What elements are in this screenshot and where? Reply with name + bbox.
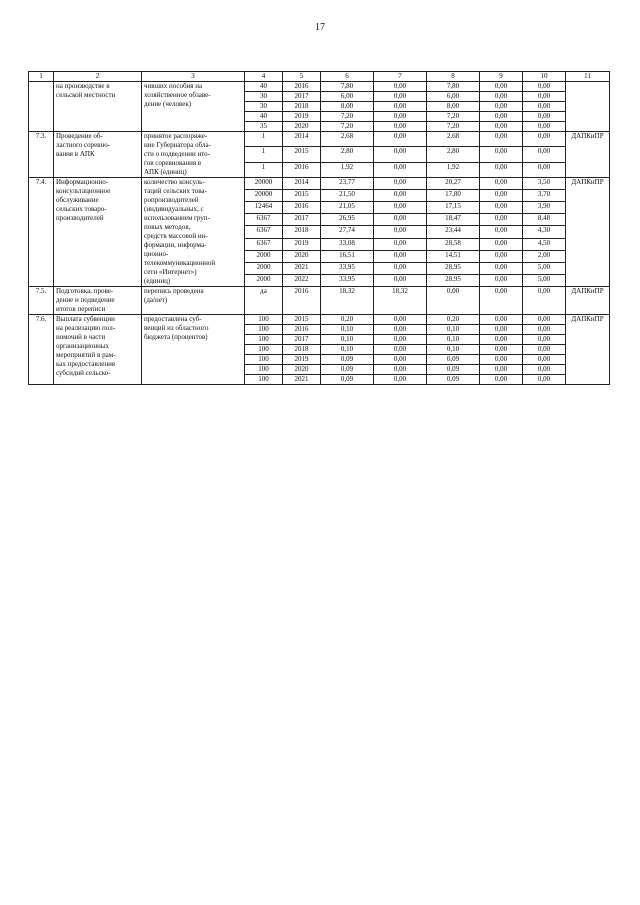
value-cell: 0,00 — [374, 375, 427, 385]
value-cell: 2017 — [283, 214, 321, 226]
value-cell: 2015 — [283, 190, 321, 202]
value-cell: 2014 — [283, 132, 321, 147]
value-cell: 5,00 — [523, 262, 566, 274]
item-number: 7.5. — [29, 287, 54, 315]
item-indicator: количество консуль- таций сельских това- ропроизводителей (индивидуальных, с использованием груп- повых методов, средств массовой ин- формации, информа- ционно- телекоммуникационной сети «Интернет») (единиц) — [142, 178, 245, 287]
value-cell: 0,00 — [480, 132, 523, 147]
value-cell: 2018 — [283, 102, 321, 112]
value-cell: 0,10 — [427, 335, 480, 345]
item-indicator: принятое распоряже- ние Губернатора обла- сти о подведении ито- гов соревнования в АПК (единиц) — [142, 132, 245, 178]
value-cell: 2017 — [283, 335, 321, 345]
item-indicator: чивших пособия на хозяйственное обзаве- дение (человек) — [142, 82, 245, 132]
value-cell: 0,09 — [427, 375, 480, 385]
value-cell: 0,00 — [480, 82, 523, 92]
value-cell: 0,00 — [480, 287, 523, 315]
value-cell: 0,00 — [374, 190, 427, 202]
item-name: Проведение об- ластного соревно- вания в АПК — [54, 132, 142, 178]
value-cell: 2020 — [283, 365, 321, 375]
value-cell: 2015 — [283, 315, 321, 325]
value-cell: 100 — [245, 335, 283, 345]
value-cell: 14,51 — [427, 250, 480, 262]
value-cell: 2,80 — [427, 147, 480, 162]
value-cell: 2016 — [283, 162, 321, 177]
value-cell: 0,00 — [523, 287, 566, 315]
value-cell: 0,00 — [480, 226, 523, 238]
value-cell: 0,00 — [374, 162, 427, 177]
header-cell: 4 — [245, 72, 283, 82]
value-cell: 2,00 — [523, 250, 566, 262]
item-indicator: предоставлена суб- венций из областного бюджета (процентов) — [142, 315, 245, 385]
value-cell: 0,00 — [374, 325, 427, 335]
value-cell: 0,00 — [480, 190, 523, 202]
value-cell: 6,00 — [427, 92, 480, 102]
header-cell: 1 — [29, 72, 54, 82]
value-cell: 0,00 — [480, 274, 523, 286]
item-executor — [566, 82, 610, 132]
value-cell: 23,44 — [427, 226, 480, 238]
value-cell: 2016 — [283, 325, 321, 335]
value-cell: 2021 — [283, 262, 321, 274]
table-row — [29, 82, 610, 92]
value-cell: 23,77 — [321, 178, 374, 190]
value-cell: 18,47 — [427, 214, 480, 226]
value-cell: 0,00 — [480, 238, 523, 250]
value-cell: 4,50 — [523, 238, 566, 250]
header-cell: 7 — [374, 72, 427, 82]
value-cell: 0,00 — [480, 355, 523, 365]
value-cell: 0,00 — [374, 238, 427, 250]
value-cell: 33,95 — [321, 262, 374, 274]
table-row — [29, 178, 610, 190]
value-cell: 40 — [245, 112, 283, 122]
value-cell: 0,00 — [523, 162, 566, 177]
value-cell: 1 — [245, 147, 283, 162]
item-number: 7.3. — [29, 132, 54, 178]
value-cell: 6,00 — [321, 92, 374, 102]
value-cell: 100 — [245, 375, 283, 385]
value-cell: 8,00 — [427, 102, 480, 112]
value-cell: 0,00 — [374, 315, 427, 325]
value-cell: 2018 — [283, 226, 321, 238]
value-cell: 2020 — [283, 122, 321, 132]
value-cell: 0,10 — [427, 345, 480, 355]
value-cell: 0,00 — [374, 262, 427, 274]
value-cell: 0,09 — [427, 355, 480, 365]
value-cell: 0,00 — [523, 365, 566, 375]
value-cell: 2000 — [245, 274, 283, 286]
value-cell: 7,80 — [427, 82, 480, 92]
value-cell: 0,00 — [480, 162, 523, 177]
value-cell: 1 — [245, 132, 283, 147]
value-cell: 0,00 — [374, 226, 427, 238]
value-cell: 28,95 — [427, 262, 480, 274]
value-cell: 2019 — [283, 112, 321, 122]
value-cell: 0,00 — [523, 345, 566, 355]
item-name: Информационно- консультационное обслуживание сельских товаро- производителей — [54, 178, 142, 287]
value-cell: 3,50 — [523, 178, 566, 190]
value-cell: 0,00 — [374, 112, 427, 122]
value-cell: 0,00 — [374, 335, 427, 345]
item-executor: ДАПКиПР — [566, 287, 610, 315]
value-cell: 0,00 — [374, 82, 427, 92]
item-executor: ДАПКиПР — [566, 315, 610, 385]
value-cell: 2018 — [283, 345, 321, 355]
value-cell: 1,92 — [427, 162, 480, 177]
value-cell: 0,00 — [523, 375, 566, 385]
value-cell: 7,20 — [427, 112, 480, 122]
value-cell: 0,00 — [374, 355, 427, 365]
value-cell: 0,10 — [321, 345, 374, 355]
value-cell: 0,20 — [427, 315, 480, 325]
value-cell: 3,70 — [523, 190, 566, 202]
value-cell: 0,09 — [321, 355, 374, 365]
value-cell: 2019 — [283, 355, 321, 365]
value-cell: 7,20 — [321, 122, 374, 132]
value-cell: 2000 — [245, 262, 283, 274]
item-name: на производстве в сельской местности — [54, 82, 142, 132]
value-cell: 0,00 — [480, 202, 523, 214]
value-cell: 1 — [245, 162, 283, 177]
item-name: Подготовка, прове- дение и подведение итогов переписи — [54, 287, 142, 315]
value-cell: 2016 — [283, 287, 321, 315]
value-cell: 28,95 — [427, 274, 480, 286]
value-cell: 100 — [245, 365, 283, 375]
value-cell: 7,20 — [321, 112, 374, 122]
value-cell: 17,15 — [427, 202, 480, 214]
value-cell: 2021 — [283, 375, 321, 385]
value-cell: 0,00 — [374, 132, 427, 147]
value-cell: 6367 — [245, 238, 283, 250]
value-cell: 0,10 — [321, 335, 374, 345]
value-cell: 8,48 — [523, 214, 566, 226]
value-cell: 100 — [245, 355, 283, 365]
page-number: 17 — [315, 22, 325, 33]
value-cell: 21,50 — [321, 190, 374, 202]
value-cell: 33,95 — [321, 274, 374, 286]
value-cell: 3,90 — [523, 202, 566, 214]
value-cell: 0,00 — [523, 335, 566, 345]
value-cell: 0,09 — [321, 375, 374, 385]
value-cell: 2000 — [245, 250, 283, 262]
value-cell: 4,30 — [523, 226, 566, 238]
value-cell: 0,00 — [523, 92, 566, 102]
item-executor: ДАПКиПР — [566, 132, 610, 178]
value-cell: 0,00 — [480, 92, 523, 102]
header-cell: 9 — [480, 72, 523, 82]
value-cell: 0,09 — [427, 365, 480, 375]
value-cell: 16,51 — [321, 250, 374, 262]
value-cell: 1,92 — [321, 162, 374, 177]
value-cell: 0,00 — [480, 178, 523, 190]
header-cell: 10 — [523, 72, 566, 82]
item-number: 7.4. — [29, 178, 54, 287]
value-cell: 0,00 — [480, 214, 523, 226]
value-cell: 28,58 — [427, 238, 480, 250]
header-cell: 8 — [427, 72, 480, 82]
value-cell: 18,32 — [321, 287, 374, 315]
value-cell: 0,20 — [321, 315, 374, 325]
value-cell: 0,00 — [374, 147, 427, 162]
value-cell: 0,00 — [480, 345, 523, 355]
value-cell: 0,00 — [374, 178, 427, 190]
value-cell: 0,00 — [523, 132, 566, 147]
value-cell: 35 — [245, 122, 283, 132]
value-cell: 21,05 — [321, 202, 374, 214]
value-cell: 17,80 — [427, 190, 480, 202]
header-row — [29, 72, 610, 82]
header-cell: 6 — [321, 72, 374, 82]
value-cell: 0,00 — [523, 325, 566, 335]
value-cell: 12464 — [245, 202, 283, 214]
value-cell: 0,00 — [523, 315, 566, 325]
value-cell: 100 — [245, 315, 283, 325]
value-cell: 26,95 — [321, 214, 374, 226]
value-cell: 0,09 — [321, 365, 374, 375]
value-cell: 2,80 — [321, 147, 374, 162]
value-cell: 6367 — [245, 226, 283, 238]
header-cell: 2 — [54, 72, 142, 82]
value-cell: 0,00 — [523, 112, 566, 122]
value-cell: 0,00 — [374, 102, 427, 112]
value-cell: да — [245, 287, 283, 315]
value-cell: 100 — [245, 345, 283, 355]
table-row — [29, 132, 610, 147]
value-cell: 7,80 — [321, 82, 374, 92]
value-cell: 0,00 — [480, 365, 523, 375]
value-cell: 0,00 — [480, 325, 523, 335]
value-cell: 0,00 — [374, 365, 427, 375]
value-cell: 0,00 — [374, 92, 427, 102]
item-number: 7.6. — [29, 315, 54, 385]
value-cell: 0,00 — [480, 250, 523, 262]
value-cell: 0,00 — [480, 375, 523, 385]
value-cell: 0,00 — [427, 287, 480, 315]
item-number — [29, 82, 54, 132]
value-cell: 40 — [245, 82, 283, 92]
value-cell: 0,00 — [480, 102, 523, 112]
value-cell: 33,08 — [321, 238, 374, 250]
value-cell: 2014 — [283, 178, 321, 190]
value-cell: 0,00 — [523, 102, 566, 112]
value-cell: 0,00 — [374, 202, 427, 214]
value-cell: 0,00 — [374, 214, 427, 226]
value-cell: 2015 — [283, 147, 321, 162]
value-cell: 0,00 — [480, 335, 523, 345]
table-row — [29, 287, 610, 315]
value-cell: 0,00 — [523, 82, 566, 92]
value-cell: 20000 — [245, 178, 283, 190]
header-cell: 11 — [566, 72, 610, 82]
value-cell: 0,10 — [321, 325, 374, 335]
value-cell: 2,68 — [321, 132, 374, 147]
value-cell: 0,00 — [480, 315, 523, 325]
header-cell: 3 — [142, 72, 245, 82]
value-cell: 27,74 — [321, 226, 374, 238]
value-cell: 0,00 — [374, 122, 427, 132]
value-cell: 0,00 — [480, 262, 523, 274]
value-cell: 30 — [245, 92, 283, 102]
value-cell: 2016 — [283, 82, 321, 92]
value-cell: 2,68 — [427, 132, 480, 147]
value-cell: 0,00 — [374, 345, 427, 355]
value-cell: 18,32 — [374, 287, 427, 315]
value-cell: 0,00 — [480, 122, 523, 132]
value-cell: 7,20 — [427, 122, 480, 132]
value-cell: 5,00 — [523, 274, 566, 286]
value-cell: 20000 — [245, 190, 283, 202]
value-cell: 2022 — [283, 274, 321, 286]
header-cell: 5 — [283, 72, 321, 82]
item-name: Выплата субвенции на реализацию пол- номочий в части организационных мероприятий в рам- ках предоставления субсидий сельско- — [54, 315, 142, 385]
value-cell: 2016 — [283, 202, 321, 214]
program-table — [28, 71, 610, 385]
value-cell: 8,00 — [321, 102, 374, 112]
value-cell: 2017 — [283, 92, 321, 102]
value-cell: 0,00 — [480, 147, 523, 162]
value-cell: 0,00 — [480, 112, 523, 122]
value-cell: 0,00 — [374, 274, 427, 286]
value-cell: 100 — [245, 325, 283, 335]
value-cell: 2020 — [283, 250, 321, 262]
value-cell: 0,00 — [523, 355, 566, 365]
value-cell: 6367 — [245, 214, 283, 226]
item-executor: ДАПКиПР — [566, 178, 610, 287]
value-cell: 0,00 — [523, 147, 566, 162]
value-cell: 20,27 — [427, 178, 480, 190]
value-cell: 2019 — [283, 238, 321, 250]
value-cell: 0,10 — [427, 325, 480, 335]
table-row — [29, 315, 610, 325]
value-cell: 0,00 — [374, 250, 427, 262]
item-indicator: перепись проведена (да/нет) — [142, 287, 245, 315]
value-cell: 30 — [245, 102, 283, 112]
value-cell: 0,00 — [523, 122, 566, 132]
